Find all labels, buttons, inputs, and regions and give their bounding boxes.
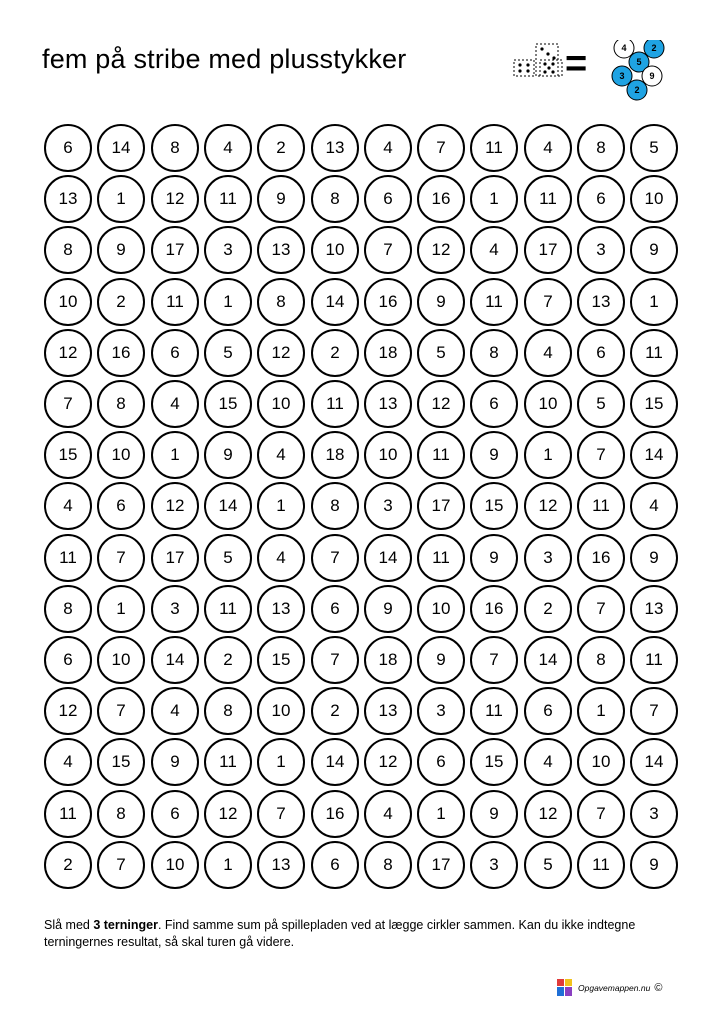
board-circle[interactable]: 11 [204, 738, 252, 786]
example-circle-value: 9 [649, 71, 655, 82]
board-circle[interactable]: 4 [151, 380, 199, 428]
board-circle[interactable]: 10 [577, 738, 625, 786]
board-circle[interactable]: 6 [470, 380, 518, 428]
board-circle[interactable]: 4 [524, 329, 572, 377]
dice-example-graphic [512, 40, 672, 104]
board-circle[interactable]: 11 [577, 841, 625, 889]
board-circle[interactable]: 6 [577, 329, 625, 377]
copyright-symbol: © [654, 982, 663, 994]
board-circle[interactable]: 6 [577, 175, 625, 223]
board-circle[interactable]: 13 [364, 687, 412, 735]
board-circle[interactable]: 11 [204, 175, 252, 223]
board-circle[interactable]: 12 [204, 790, 252, 838]
board-circle[interactable]: 7 [257, 790, 305, 838]
board-circle[interactable]: 7 [524, 278, 572, 326]
page-title: fem på stribe med plusstykker [42, 44, 407, 74]
board-circle[interactable]: 3 [577, 226, 625, 274]
board-circle[interactable]: 9 [204, 431, 252, 479]
board-circle[interactable]: 7 [97, 841, 145, 889]
board-circle[interactable]: 13 [630, 585, 678, 633]
board-circle[interactable]: 8 [257, 278, 305, 326]
board-circle[interactable]: 3 [364, 482, 412, 530]
board-circle[interactable]: 10 [44, 278, 92, 326]
board-circle[interactable]: 17 [417, 841, 465, 889]
footer [556, 976, 662, 1000]
board-circle[interactable]: 3 [151, 585, 199, 633]
board-circle[interactable]: 5 [417, 329, 465, 377]
board-circle[interactable]: 8 [151, 124, 199, 172]
board-circle[interactable]: 18 [311, 431, 359, 479]
board-circle[interactable]: 18 [364, 636, 412, 684]
board-circle[interactable]: 5 [577, 380, 625, 428]
board-circle[interactable]: 4 [204, 124, 252, 172]
board-circle[interactable]: 13 [44, 175, 92, 223]
board-circle[interactable]: 11 [44, 790, 92, 838]
board-circle[interactable]: 11 [417, 534, 465, 582]
board-circle[interactable]: 14 [364, 534, 412, 582]
board-circle[interactable]: 12 [524, 790, 572, 838]
board-circle[interactable]: 7 [311, 534, 359, 582]
board-circle[interactable]: 9 [257, 175, 305, 223]
board-circle[interactable]: 15 [630, 380, 678, 428]
board-circle[interactable]: 8 [311, 175, 359, 223]
board-circle[interactable]: 11 [151, 278, 199, 326]
equals-sign: = [565, 43, 588, 85]
board-circle[interactable]: 10 [97, 636, 145, 684]
board-circle[interactable]: 11 [524, 175, 572, 223]
board-circle[interactable]: 13 [577, 278, 625, 326]
board-circle[interactable]: 16 [470, 585, 518, 633]
board-circle[interactable]: 11 [630, 636, 678, 684]
board-circle[interactable]: 11 [470, 687, 518, 735]
board-circle[interactable]: 16 [97, 329, 145, 377]
board-circle[interactable]: 11 [311, 380, 359, 428]
board-circle[interactable]: 4 [524, 738, 572, 786]
board-circle[interactable]: 15 [257, 636, 305, 684]
board-circle[interactable]: 10 [364, 431, 412, 479]
board-circle[interactable]: 8 [311, 482, 359, 530]
puzzle-logo-icon [556, 978, 574, 998]
example-circle-value: 2 [651, 43, 657, 54]
board-circle[interactable]: 1 [470, 175, 518, 223]
board-circle[interactable]: 3 [470, 841, 518, 889]
board-circle[interactable]: 6 [311, 841, 359, 889]
board-circle[interactable]: 1 [204, 841, 252, 889]
board-circle[interactable]: 12 [44, 687, 92, 735]
board-circle[interactable]: 15 [44, 431, 92, 479]
board-circle[interactable]: 7 [364, 226, 412, 274]
board-circle[interactable]: 9 [630, 534, 678, 582]
board-circle[interactable]: 1 [257, 482, 305, 530]
board-circle[interactable]: 10 [97, 431, 145, 479]
board-circle[interactable]: 11 [204, 585, 252, 633]
board-circle[interactable]: 9 [97, 226, 145, 274]
board-circle[interactable]: 14 [97, 124, 145, 172]
board-circle[interactable]: 1 [630, 278, 678, 326]
board-circle[interactable]: 4 [364, 124, 412, 172]
board-circle[interactable]: 10 [630, 175, 678, 223]
board-circle[interactable]: 7 [577, 585, 625, 633]
board-circle[interactable]: 1 [417, 790, 465, 838]
board-circle[interactable]: 13 [311, 124, 359, 172]
board-circle[interactable]: 12 [151, 482, 199, 530]
example-circle [642, 66, 662, 86]
board-circle[interactable]: 15 [470, 482, 518, 530]
board-circle[interactable]: 9 [151, 738, 199, 786]
board-circle[interactable]: 17 [151, 226, 199, 274]
board-circle[interactable]: 17 [417, 482, 465, 530]
board-circle[interactable]: 12 [417, 226, 465, 274]
board-circle[interactable]: 2 [257, 124, 305, 172]
board-circle[interactable]: 16 [577, 534, 625, 582]
board-circle[interactable]: 11 [44, 534, 92, 582]
board-circle[interactable]: 6 [97, 482, 145, 530]
board-circle[interactable]: 12 [364, 738, 412, 786]
board-circle[interactable]: 11 [470, 124, 518, 172]
board-circle[interactable]: 13 [364, 380, 412, 428]
board-circle[interactable]: 7 [630, 687, 678, 735]
board-circle[interactable]: 5 [204, 329, 252, 377]
board-circle[interactable]: 15 [470, 738, 518, 786]
board-circle[interactable]: 2 [311, 687, 359, 735]
board-circle[interactable]: 10 [417, 585, 465, 633]
board-circle[interactable]: 8 [470, 329, 518, 377]
board-circle[interactable]: 7 [311, 636, 359, 684]
example-circle-value: 5 [636, 57, 642, 68]
board-circle[interactable]: 12 [44, 329, 92, 377]
board-circle[interactable]: 11 [577, 482, 625, 530]
board-circle[interactable]: 5 [630, 124, 678, 172]
board-circle[interactable]: 1 [97, 175, 145, 223]
example-circle [627, 80, 647, 100]
board-circle[interactable]: 13 [257, 841, 305, 889]
board-circle[interactable]: 16 [364, 278, 412, 326]
board-circle[interactable]: 1 [524, 431, 572, 479]
board-circle[interactable]: 10 [151, 841, 199, 889]
board-circle[interactable]: 4 [257, 534, 305, 582]
board-circle[interactable]: 15 [97, 738, 145, 786]
board-circle[interactable]: 11 [470, 278, 518, 326]
board-circle[interactable]: 8 [97, 790, 145, 838]
board-circle[interactable]: 6 [417, 738, 465, 786]
board-circle[interactable]: 3 [630, 790, 678, 838]
board-circle[interactable]: 8 [577, 124, 625, 172]
board-circle[interactable]: 9 [630, 226, 678, 274]
board-circle[interactable]: 17 [151, 534, 199, 582]
board-circle[interactable]: 4 [44, 738, 92, 786]
board-circle[interactable]: 8 [577, 636, 625, 684]
board-circle[interactable]: 9 [630, 841, 678, 889]
board-circle[interactable]: 12 [257, 329, 305, 377]
board-circle[interactable]: 9 [470, 534, 518, 582]
example-circles [612, 40, 664, 100]
board-circle[interactable]: 8 [44, 585, 92, 633]
board-circle[interactable]: 7 [44, 380, 92, 428]
board-circle[interactable]: 4 [151, 687, 199, 735]
board-circle[interactable]: 6 [524, 687, 572, 735]
board-circle[interactable]: 17 [524, 226, 572, 274]
board-circle[interactable]: 12 [151, 175, 199, 223]
board-circle[interactable]: 4 [470, 226, 518, 274]
board-circle[interactable]: 3 [204, 226, 252, 274]
instructions: Slå med 3 terninger. Find samme sum på spillepladen ved at lægge cirkler sammen. Kan du ikke indtegne terningernes resultat, så skal turen gå videre. [44, 918, 636, 949]
board-circle[interactable]: 6 [364, 175, 412, 223]
board-circle[interactable]: 14 [204, 482, 252, 530]
example-circle-value: 2 [634, 85, 640, 96]
board-circle[interactable]: 1 [204, 278, 252, 326]
board-circle[interactable]: 8 [204, 687, 252, 735]
game-board [44, 124, 684, 892]
board-circle[interactable]: 7 [577, 790, 625, 838]
board-circle[interactable]: 6 [44, 124, 92, 172]
board-circle[interactable]: 7 [417, 124, 465, 172]
board-circle[interactable]: 15 [204, 380, 252, 428]
board-circle[interactable]: 4 [524, 124, 572, 172]
board-circle[interactable]: 10 [257, 380, 305, 428]
board-circle[interactable]: 5 [524, 841, 572, 889]
board-circle[interactable]: 18 [364, 329, 412, 377]
board-circle[interactable]: 14 [311, 278, 359, 326]
board-circle[interactable]: 14 [630, 738, 678, 786]
board-circle[interactable]: 10 [524, 380, 572, 428]
board-circle[interactable]: 9 [417, 278, 465, 326]
board-circle[interactable]: 4 [257, 431, 305, 479]
board-circle[interactable]: 9 [470, 431, 518, 479]
board-circle[interactable]: 11 [630, 329, 678, 377]
board-circle[interactable]: 4 [630, 482, 678, 530]
example-circle [612, 66, 632, 86]
dice-icon [512, 40, 672, 104]
board-circle[interactable]: 6 [151, 329, 199, 377]
board-circle[interactable]: 16 [311, 790, 359, 838]
board-circle[interactable]: 9 [417, 636, 465, 684]
board-circle[interactable]: 5 [204, 534, 252, 582]
board-circle[interactable]: 13 [257, 585, 305, 633]
board-circle[interactable]: 13 [257, 226, 305, 274]
board-circle[interactable]: 7 [97, 534, 145, 582]
board-circle[interactable]: 2 [204, 636, 252, 684]
board-circle[interactable]: 14 [524, 636, 572, 684]
board-circle[interactable]: 4 [364, 790, 412, 838]
board-circle[interactable]: 16 [417, 175, 465, 223]
board-circle[interactable]: 14 [311, 738, 359, 786]
board-circle[interactable]: 2 [44, 841, 92, 889]
board-circle[interactable]: 4 [44, 482, 92, 530]
board-circle[interactable]: 6 [151, 790, 199, 838]
board-circle[interactable]: 1 [151, 431, 199, 479]
board-circle[interactable]: 14 [630, 431, 678, 479]
example-circle-value: 4 [621, 43, 627, 54]
footer-site-name[interactable]: Opgavemappen.nu [578, 983, 651, 993]
board-circle[interactable]: 1 [257, 738, 305, 786]
board-circle[interactable]: 9 [470, 790, 518, 838]
board-circle[interactable]: 6 [44, 636, 92, 684]
board-circle[interactable]: 2 [97, 278, 145, 326]
board-circle[interactable]: 3 [417, 687, 465, 735]
board-circle[interactable]: 6 [311, 585, 359, 633]
board-circle[interactable]: 12 [524, 482, 572, 530]
board-circle[interactable]: 8 [44, 226, 92, 274]
board-circle[interactable]: 8 [97, 380, 145, 428]
example-circle-value: 3 [619, 71, 625, 82]
board-circle[interactable]: 1 [97, 585, 145, 633]
board-circle[interactable]: 1 [577, 687, 625, 735]
board-circle[interactable]: 2 [524, 585, 572, 633]
board-circle[interactable]: 11 [417, 431, 465, 479]
board-circle[interactable]: 2 [311, 329, 359, 377]
board-circle[interactable]: 14 [151, 636, 199, 684]
board-circle[interactable]: 8 [364, 841, 412, 889]
board-circle[interactable]: 7 [577, 431, 625, 479]
board-circle[interactable]: 9 [364, 585, 412, 633]
board-circle[interactable]: 12 [417, 380, 465, 428]
board-circle[interactable]: 3 [524, 534, 572, 582]
board-circle[interactable]: 7 [97, 687, 145, 735]
board-circle[interactable]: 10 [257, 687, 305, 735]
board-circle[interactable]: 7 [470, 636, 518, 684]
board-circle[interactable]: 10 [311, 226, 359, 274]
